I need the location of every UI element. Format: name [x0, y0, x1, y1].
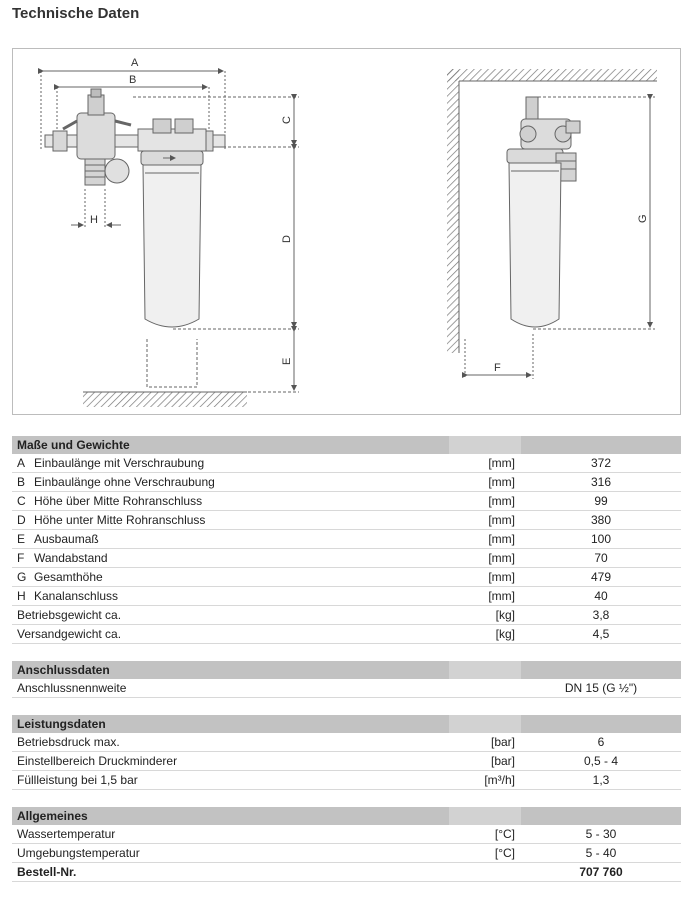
row-unit: [mm]: [449, 568, 521, 587]
row-unit: [m³/h]: [449, 771, 521, 790]
table-row: [12, 863, 681, 882]
row-value: 3,8: [521, 606, 681, 625]
spec-table: [12, 436, 681, 644]
row-value: 707 760: [521, 863, 681, 882]
section-header-cell: [521, 807, 681, 825]
row-value: 100: [521, 530, 681, 549]
section-header-cell: [449, 807, 521, 825]
row-value: 380: [521, 511, 681, 530]
dim-label-h: H: [90, 214, 98, 226]
side-view: [447, 69, 657, 379]
dim-label-f: F: [494, 362, 501, 374]
section-header-cell: [449, 661, 521, 679]
table-row: [12, 844, 681, 863]
section-header-cell: [449, 436, 521, 454]
row-value: 6: [521, 733, 681, 752]
row-value: DN 15 (G ½"): [521, 679, 681, 698]
row-letter: H: [12, 587, 29, 606]
table-row: [12, 587, 681, 606]
row-label: Anschlussnennweite: [12, 679, 449, 698]
row-unit: [mm]: [449, 587, 521, 606]
section-gap: [12, 698, 681, 715]
row-label: Einbaulänge mit Verschraubung: [29, 454, 449, 473]
dim-label-b: B: [129, 74, 137, 86]
row-label: Betriebsgewicht ca.: [12, 606, 449, 625]
dim-label-a: A: [131, 57, 139, 69]
section-title: Leistungsdaten: [12, 715, 449, 733]
row-label: Betriebsdruck max.: [12, 733, 449, 752]
section-header-cell: [521, 715, 681, 733]
row-label: Einbaulänge ohne Verschraubung: [29, 473, 449, 492]
row-value: 5 - 30: [521, 825, 681, 844]
row-label: Füllleistung bei 1,5 bar: [12, 771, 449, 790]
row-value: 1,3: [521, 771, 681, 790]
row-label: Bestell-Nr.: [12, 863, 449, 882]
table-row: [12, 549, 681, 568]
row-value: 316: [521, 473, 681, 492]
table-row: [12, 473, 681, 492]
table-row: [12, 530, 681, 549]
section-title: Anschlussdaten: [12, 661, 449, 679]
row-value: 70: [521, 549, 681, 568]
spec-tables: [12, 436, 681, 882]
row-value: 372: [521, 454, 681, 473]
row-unit: [°C]: [449, 844, 521, 863]
section-title: Maße und Gewichte: [12, 436, 449, 454]
row-unit: [°C]: [449, 825, 521, 844]
row-unit: [449, 863, 521, 882]
row-letter: E: [12, 530, 29, 549]
table-row: [12, 568, 681, 587]
row-unit: [kg]: [449, 606, 521, 625]
table-row: [12, 679, 681, 698]
table-row: [12, 733, 681, 752]
spec-table: [12, 807, 681, 882]
row-label: Einstellbereich Druckminderer: [12, 752, 449, 771]
section-header: [12, 715, 681, 733]
row-value: 99: [521, 492, 681, 511]
table-row: [12, 492, 681, 511]
row-letter: A: [12, 454, 29, 473]
table-row: [12, 625, 681, 644]
row-label: Wassertemperatur: [12, 825, 449, 844]
row-label: Ausbaumaß: [29, 530, 449, 549]
row-label: Höhe über Mitte Rohranschluss: [29, 492, 449, 511]
table-row: [12, 771, 681, 790]
dim-label-g: G: [637, 214, 649, 223]
spec-table: [12, 661, 681, 698]
section-gap: [12, 644, 681, 661]
row-unit: [mm]: [449, 530, 521, 549]
row-label: Gesamthöhe: [29, 568, 449, 587]
section-header-cell: [521, 661, 681, 679]
dim-label-c: C: [281, 116, 293, 124]
technical-drawing: [12, 48, 681, 415]
row-value: 0,5 - 4: [521, 752, 681, 771]
row-unit: [mm]: [449, 549, 521, 568]
row-unit: [bar]: [449, 733, 521, 752]
row-unit: [bar]: [449, 752, 521, 771]
row-label: Kanalanschluss: [29, 587, 449, 606]
table-row: [12, 511, 681, 530]
spec-table: [12, 715, 681, 790]
section-title: Allgemeines: [12, 807, 449, 825]
row-unit: [mm]: [449, 511, 521, 530]
dimension-drawing: [13, 49, 682, 416]
dim-label-d: D: [281, 235, 293, 243]
page-title: Technische Daten: [12, 5, 140, 22]
table-row: [12, 825, 681, 844]
row-label: Versandgewicht ca.: [12, 625, 449, 644]
table-row: [12, 752, 681, 771]
row-unit: [kg]: [449, 625, 521, 644]
row-value: 5 - 40: [521, 844, 681, 863]
row-unit: [449, 679, 521, 698]
row-label: Umgebungstemperatur: [12, 844, 449, 863]
row-value: 4,5: [521, 625, 681, 644]
row-letter: F: [12, 549, 29, 568]
row-value: 479: [521, 568, 681, 587]
table-row: [12, 606, 681, 625]
section-gap: [12, 790, 681, 807]
row-unit: [mm]: [449, 454, 521, 473]
section-header: [12, 661, 681, 679]
front-view: [41, 71, 299, 407]
row-letter: B: [12, 473, 29, 492]
row-unit: [mm]: [449, 473, 521, 492]
row-letter: G: [12, 568, 29, 587]
dim-label-e: E: [281, 357, 293, 365]
row-label: Wandabstand: [29, 549, 449, 568]
row-letter: D: [12, 511, 29, 530]
row-value: 40: [521, 587, 681, 606]
section-header-cell: [521, 436, 681, 454]
row-label: Höhe unter Mitte Rohranschluss: [29, 511, 449, 530]
section-header: [12, 807, 681, 825]
section-header-cell: [449, 715, 521, 733]
section-header: [12, 436, 681, 454]
table-row: [12, 454, 681, 473]
row-letter: C: [12, 492, 29, 511]
row-unit: [mm]: [449, 492, 521, 511]
